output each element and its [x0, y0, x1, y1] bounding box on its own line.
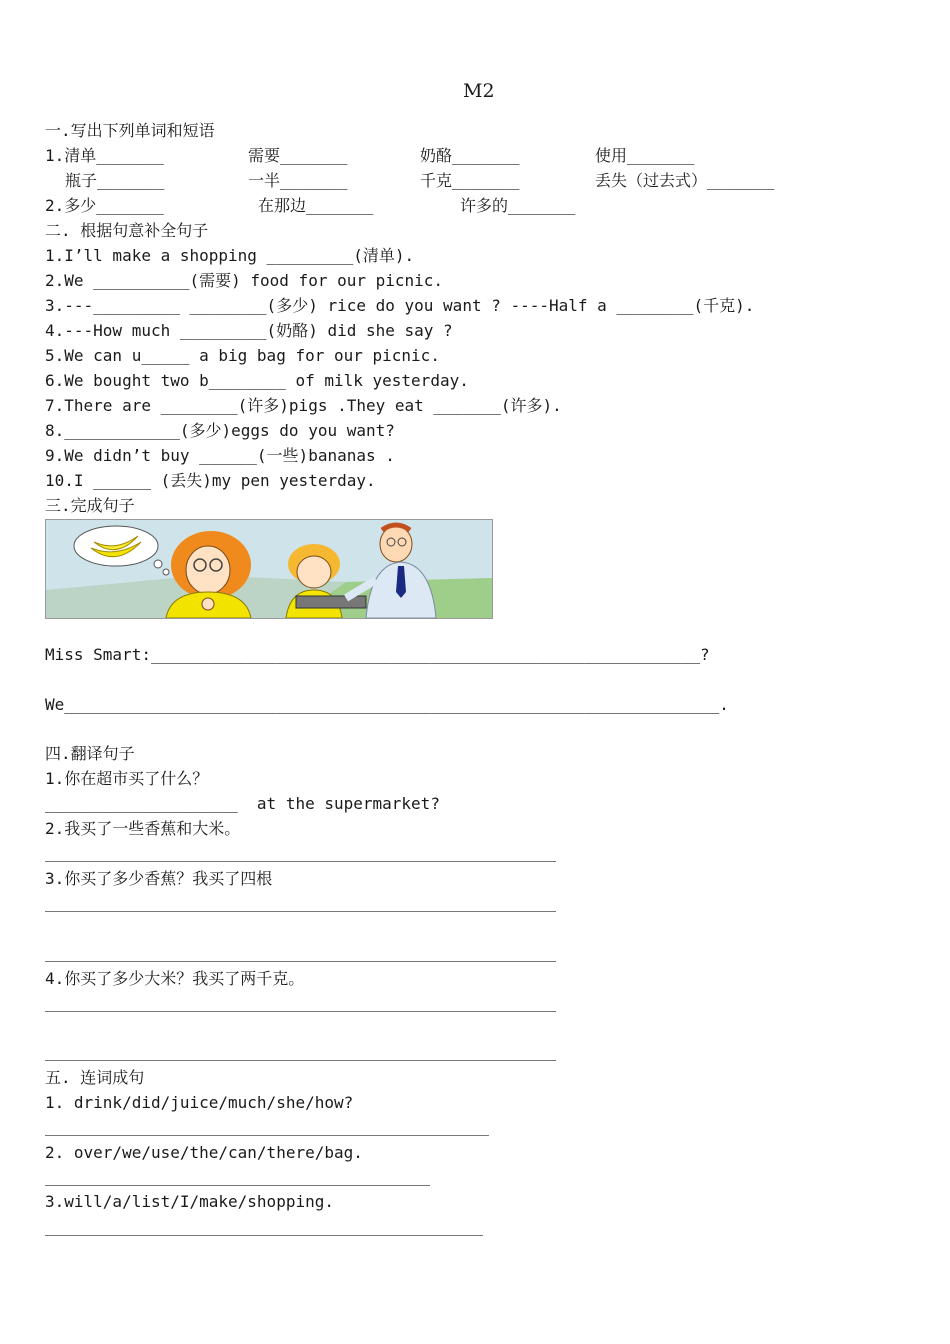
- translate-answer: ____________________ at the supermarket?: [45, 794, 440, 813]
- vocab-item: 一半_______: [248, 171, 348, 190]
- vocab-item: 2.多少_______: [45, 196, 164, 215]
- vocab-item: 使用_______: [595, 146, 695, 165]
- answer-rule: [45, 1235, 483, 1236]
- answer-rule: [45, 1185, 430, 1186]
- vocab-item: 需要_______: [248, 146, 348, 165]
- section-1-heading: 一.写出下列单词和短语: [45, 121, 215, 140]
- answer-line: We____________________________________________________________________.: [45, 695, 729, 714]
- reorder-question: 3.will/a/list/I/make/shopping.: [45, 1192, 334, 1211]
- fill-item: 4.---How much _________(奶酪) did she say ?: [45, 321, 453, 340]
- vocab-item: 在那边_______: [258, 196, 374, 215]
- answer-rule: [45, 911, 556, 912]
- page-title: M2: [463, 80, 495, 102]
- translate-question: 4.你买了多少大米？我买了两千克。: [45, 969, 305, 988]
- answer-rule: [45, 1060, 556, 1061]
- fill-item: 1.I’ll make a shopping _________(清单).: [45, 246, 415, 265]
- answer-line: Miss Smart:_________________________________________________________?: [45, 645, 710, 664]
- answer-rule: [45, 1011, 556, 1012]
- fill-item: 10.I ______ (丢失)my pen yesterday.: [45, 471, 376, 490]
- fill-item: 6.We bought two b________ of milk yesterday.: [45, 371, 469, 390]
- translate-question: 2.我买了一些香蕉和大米。: [45, 819, 241, 838]
- vocab-item: 瓶子_______: [65, 171, 165, 190]
- fill-item: 7.There are ________(许多)pigs .They eat _______(许多).: [45, 396, 562, 415]
- vocab-item: 1.清单_______: [45, 146, 164, 165]
- section-3-heading: 三.完成句子: [45, 496, 135, 515]
- answer-rule: [45, 961, 556, 962]
- section-4-heading: 四.翻译句子: [45, 744, 135, 763]
- fill-item: 3.---_________ ________(多少) rice do you want ? ----Half a ________(千克).: [45, 296, 755, 315]
- reorder-question: 2. over/we/use/the/can/there/bag.: [45, 1143, 363, 1162]
- fill-item: 9.We didn’t buy ______(一些)bananas .: [45, 446, 395, 465]
- vocab-item: 千克_______: [420, 171, 520, 190]
- fill-item: 5.We can u_____ a big bag for our picnic.: [45, 346, 440, 365]
- reorder-question: 1. drink/did/juice/much/she/how?: [45, 1093, 354, 1112]
- fill-item: 2.We __________(需要) food for our picnic.: [45, 271, 444, 290]
- section-5-heading: 五. 连词成句: [45, 1068, 145, 1087]
- vocab-item: 许多的_______: [460, 196, 576, 215]
- cartoon-illustration: [45, 519, 493, 619]
- vocab-item: 丢失（过去式）_______: [595, 171, 775, 190]
- answer-rule: [45, 861, 556, 862]
- fill-item: 8.____________(多少)eggs do you want?: [45, 421, 395, 440]
- translate-question: 3.你买了多少香蕉？我买了四根: [45, 869, 273, 888]
- vocab-item: 奶酪_______: [420, 146, 520, 165]
- section-2-heading: 二. 根据句意补全句子: [45, 221, 209, 240]
- translate-question: 1.你在超市买了什么？: [45, 769, 209, 788]
- answer-rule: [45, 1135, 489, 1136]
